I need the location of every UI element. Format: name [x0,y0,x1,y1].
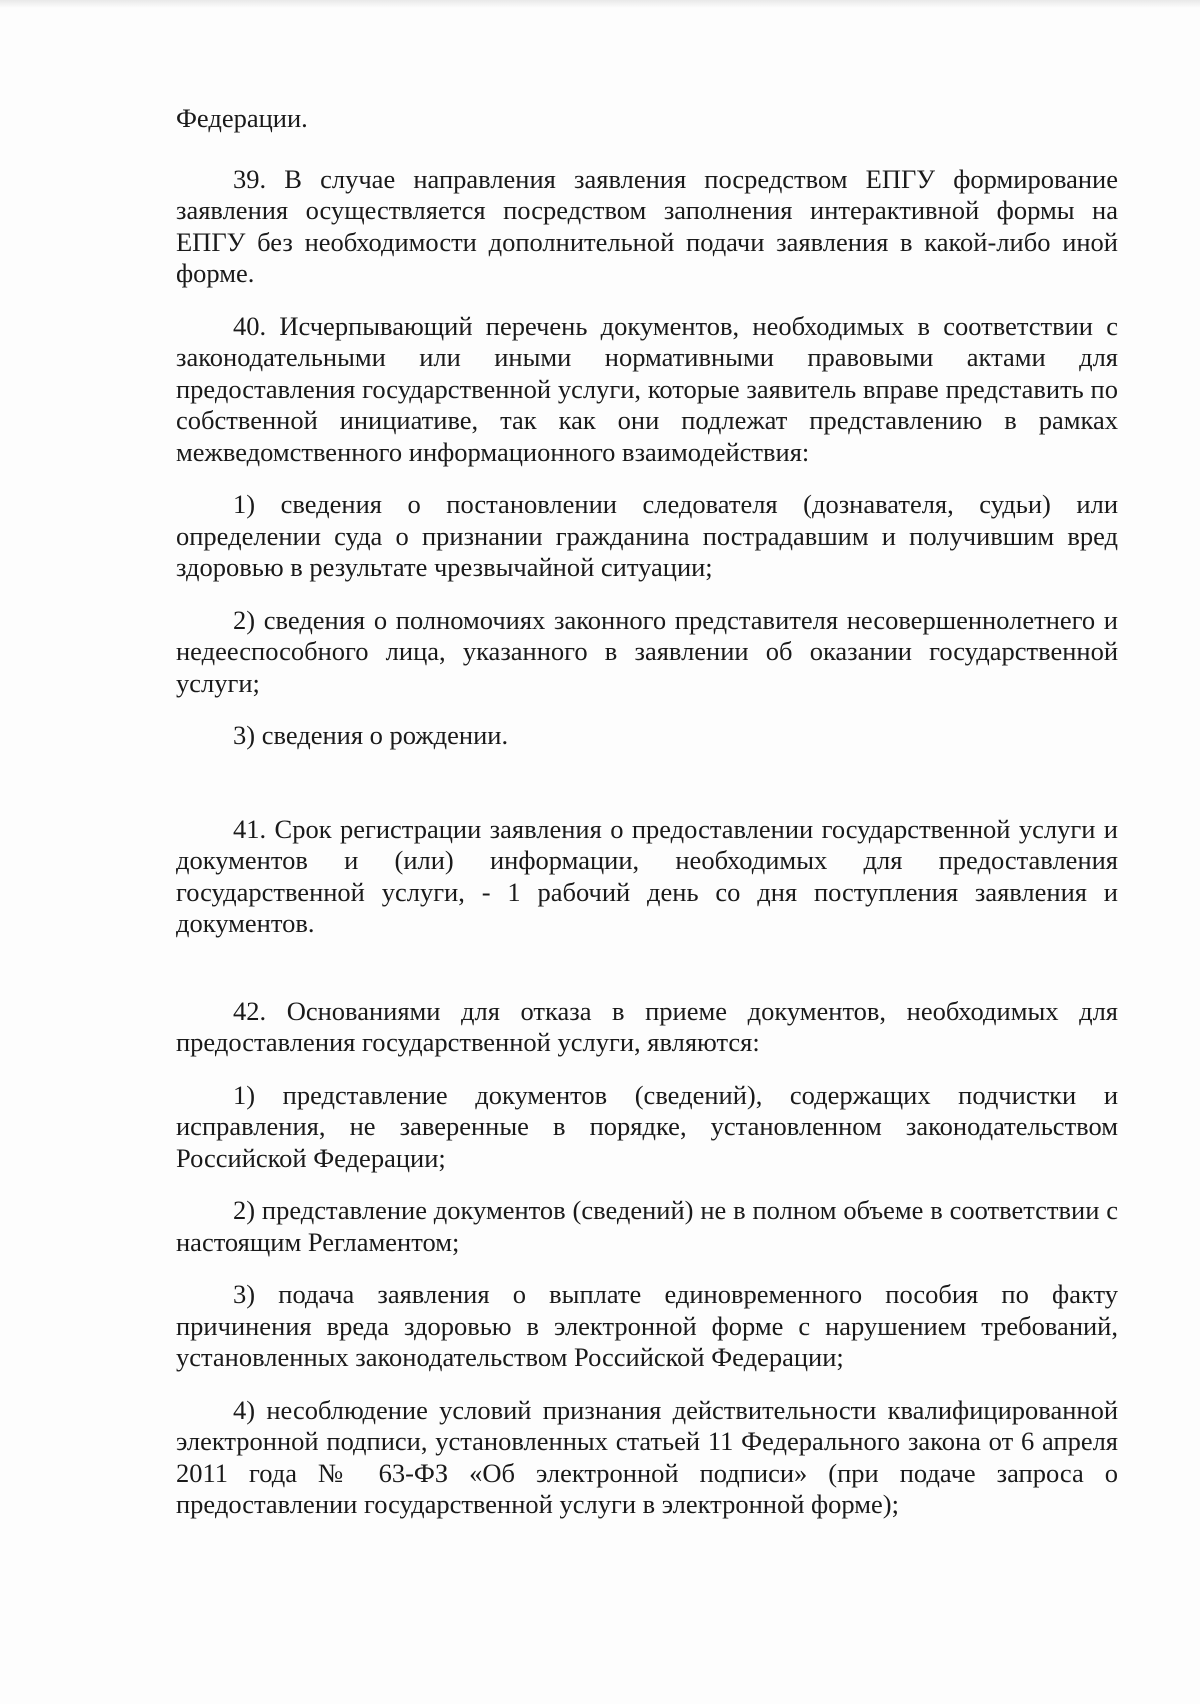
document-body [176,103,1118,1521]
paragraph-39: 39. В случае направления заявления посредством ЕПГУ формирование заявления осуществляется посредством заполнения интерактивной формы на ЕПГУ без необходимости дополнительной подачи заявления в какой-либо иной форме. [176,163,1118,288]
paragraph-42: 42. Основаниями для отказа в приеме документов, необходимых для предоставления государственной услуги, являются: [176,995,1118,1057]
paragraph-42-item-4: 4) несоблюдение условий признания действительности квалифицированной электронной подписи, установленных статьей 11 Федерального закона от 6 апреля 2011 года № 63-ФЗ «Об электронной подписи» (при подаче запроса о предоставлении государственной услуги в электронной форме); [176,1394,1118,1519]
paragraph-40-item-2: 2) сведения о полномочиях законного представителя несовершеннолетнего и недееспособного лица, указанного в заявлении об оказании государственной услуги; [176,604,1118,698]
paragraph-42-item-3: 3) подача заявления о выплате единовременного пособия по факту причинения вреда здоровью в электронной форме с нарушением требований, установленных законодательством Российской Федерации; [176,1279,1118,1372]
paragraph-40-item-3: 3) сведения о рождении. [233,720,509,750]
paragraph-40: 40. Исчерпывающий перечень документов, необходимых в соответствии с законодательными или иными нормативными правовыми актами для предоставления государственной услуги, которые заявитель вправе представить по собственной инициативе, так как они подлежат представлению в рамках межведомственного информационного взаимодействия: [176,310,1118,467]
paragraph-40-item-1: 1) сведения о постановлении следователя (дознавателя, судьи) или определении суда о признании гражданина пострадавшим и получившим вред здоровью в результате чрезвычайной ситуации; [176,489,1118,582]
paragraph-41: 41. Срок регистрации заявления о предоставлении государственной услуги и документов и (или) информации, необходимых для предоставления государственной услуги, - 1 рабочий день со дня поступления заявления и документов. [176,813,1118,938]
paragraph-continuation: Федерации. [176,103,308,133]
paragraph-42-item-1: 1) представление документов (сведений), содержащих подчистки и исправления, не заверенные в порядке, установленном законодательством Российской Федерации; [176,1079,1118,1173]
paragraph-42-item-2: 2) представление документов (сведений) не в полном объеме в соответствии с настоящим Регламентом; [176,1195,1118,1257]
scan-edge [0,0,1200,8]
